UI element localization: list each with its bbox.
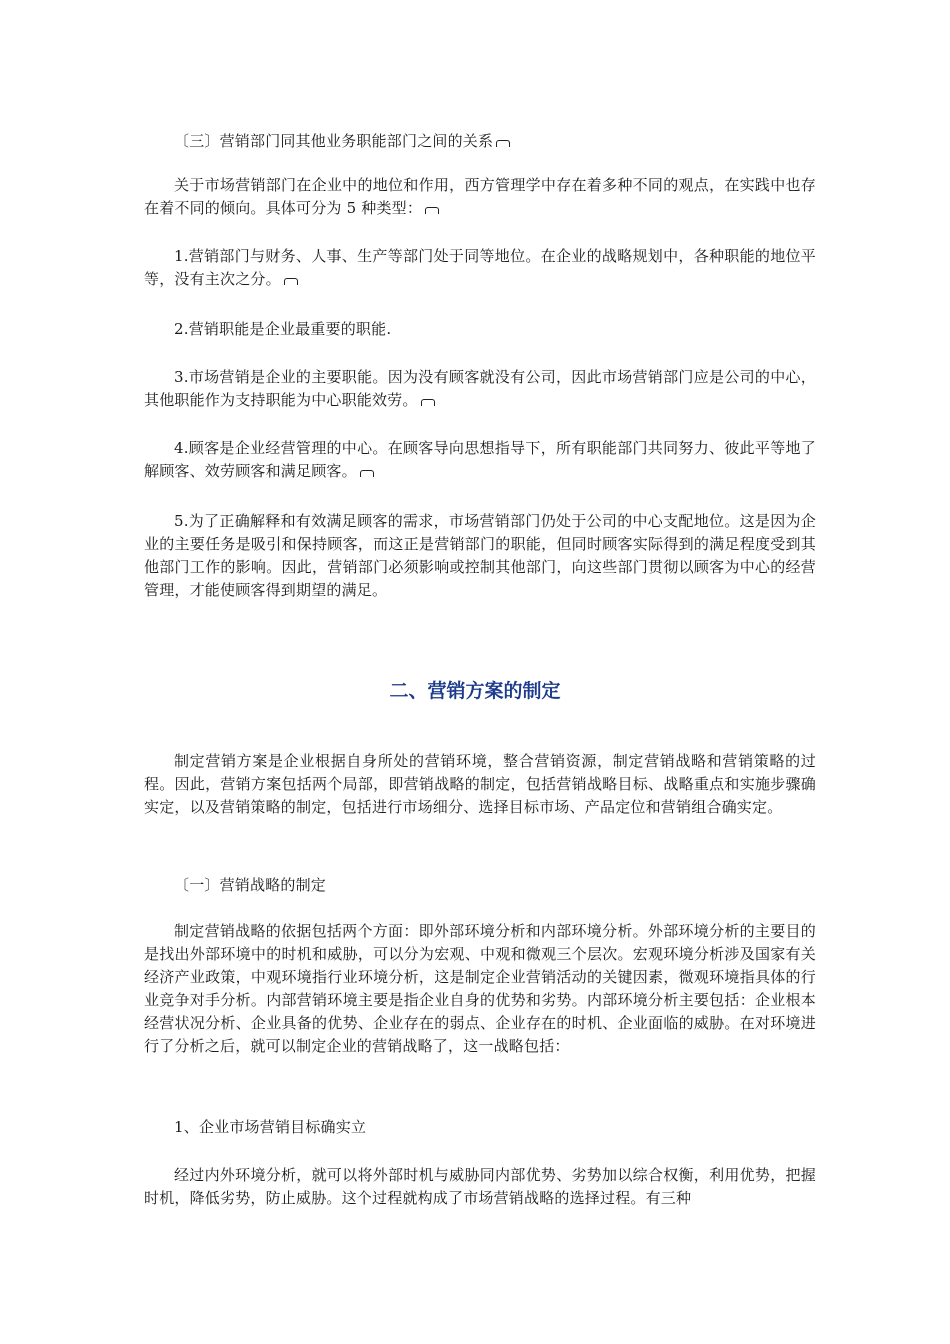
paragraph-mark-icon (284, 278, 298, 285)
point-one-heading: 1、企业市场营销目标确实立 (174, 1118, 367, 1136)
list-item-4: 4.顾客是企业经营管理的中心。在顾客导向思想指导下，所有职能部门共同努力、彼此平等地了解顾客、效劳顾客和满足顾客。 (144, 439, 816, 480)
subsection-body: 制定营销战略的依据包括两个方面：即外部环境分析和内部环境分析。外部环境分析的主要目的是找出外部环境中的时机和威胁，可以分为宏观、中观和微观三个层次。宏观环境分析涉及国家有关经济产业政策，中观环境指行业环境分析，这是制定企业营销活动的关键因素，微观环境指具体的行业竞争对手分析。内部营销环境主要是指企业自身的优势和劣势。内部环境分析主要包括：企业根本经营状况分析、企业具备的优势、企业存在的弱点、企业存在的时机、企业面临的威胁。在对环境进行了分析之后，就可以制定企业的营销战略了，这一战略包括： (144, 922, 816, 1055)
paragraph-mark-icon (360, 470, 374, 477)
list-item-3: 3.市场营销是企业的主要职能。因为没有顾客就没有公司，因此市场营销部门应是公司的中心，其他职能作为支持职能为中心职能效劳。 (144, 368, 816, 409)
chapter-intro: 制定营销方案是企业根据自身所处的营销环境，整合营销资源，制定营销战略和营销策略的过程。因此，营销方案包括两个局部，即营销战略的制定，包括营销战略目标、战略重点和实施步骤确实定，以及营销策略的制定，包括进行市场细分、选择目标市场、产品定位和营销组合确实定。 (144, 752, 816, 816)
paragraph-mark-icon (496, 140, 510, 147)
list-item-5: 5.为了正确解释和有效满足顾客的需求，市场营销部门仍处于公司的中心支配地位。这是因为企业的主要任务是吸引和保持顾客，而这正是营销部门的职能，但同时顾客实际得到的满足程度受到其他部门工作的影响。因此，营销部门必须影响或控制其他部门，向这些部门贯彻以顾客为中心的经营管理，才能使顾客得到期望的满足。 (144, 512, 816, 599)
list-item-2: 2.营销职能是企业最重要的职能. (174, 320, 392, 338)
section-three-intro: 关于市场营销部门在企业中的地位和作用，西方管理学中存在着多种不同的观点，在实践中也存在着不同的倾向。具体可分为 5 种类型： (144, 176, 816, 217)
paragraph-mark-icon (421, 399, 435, 406)
list-item-1: 1.营销部门与财务、人事、生产等部门处于同等地位。在企业的战略规划中，各种职能的地位平等，没有主次之分。 (144, 247, 816, 288)
point-one-body: 经过内外环境分析，就可以将外部时机与威胁同内部优势、劣势加以综合权衡，利用优势，把握时机，降低劣势，防止威胁。这个过程就构成了市场营销战略的选择过程。有三种 (144, 1166, 816, 1207)
subsection-heading: 〔一〕营销战略的制定 (174, 876, 327, 894)
section-three-heading: 〔三〕营销部门同其他业务职能部门之间的关系 (144, 130, 816, 153)
paragraph-mark-icon (425, 207, 439, 214)
chapter-title: 二、营销方案的制定 (389, 680, 561, 702)
